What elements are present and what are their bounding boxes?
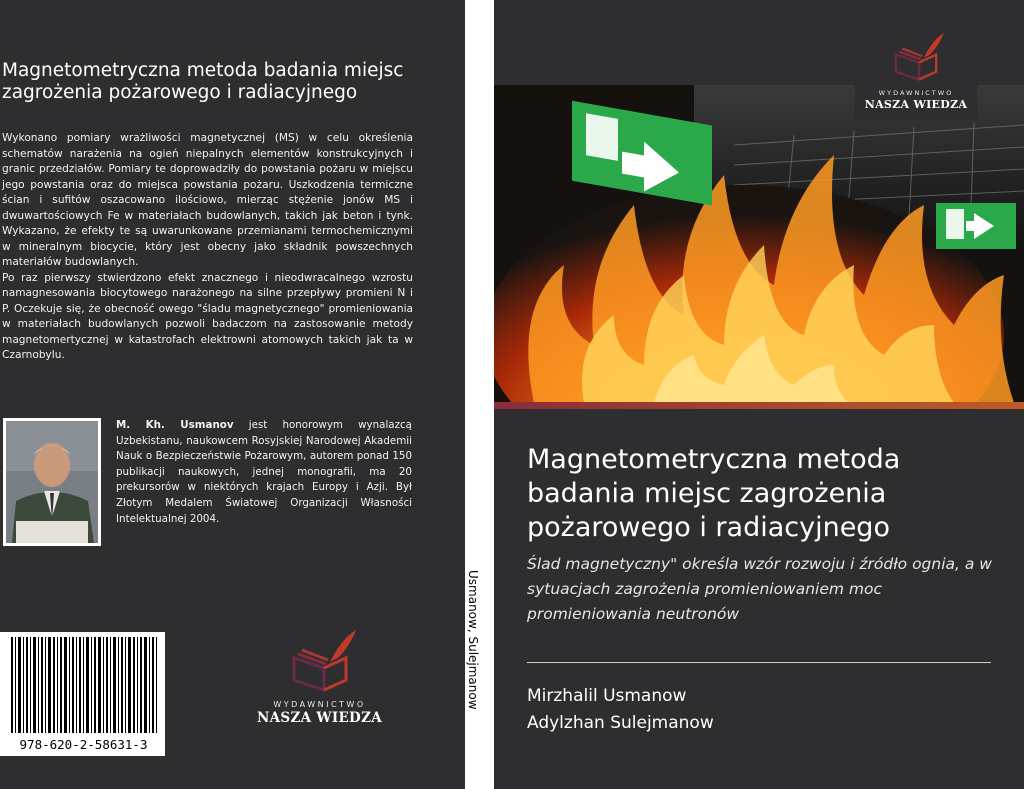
description-paragraph-1: Wykonano pomiary wrażliwości magnetycznej (MS) w celu określenia schematów narażenia na ogień niepalnych elementów konstrukcyjnych i granic przedziałów. Pomiary te doprowadziły do powstania pożaru w miejscu jego powstania oraz do miejsca powstania pożaru. Uszkodzenia termiczne ścian i sufitów oszacowano ilościowo, mierząc stężenie jonów MS i dwuwartościowych Fe w materiałach budowlanych, takich jak beton i tynk. Wykazano, że efekty te są uwarunkowane przemianami termochemicznymi w mineralnym biocycie, który jest obecny jako składnik powszechnych materiałów budowlanych.: [2, 132, 413, 268]
author-photo: [3, 418, 101, 546]
author-portrait-image: [6, 421, 98, 543]
publisher-name: NASZA WIEDZA: [864, 98, 968, 111]
front-title: Magnetometryczna metoda badania miejsc zagrożenia pożarowego i radiacyjnego: [527, 444, 901, 543]
fire-exit-sign-image: [494, 85, 1024, 403]
author-bio-text: jest honorowym wynalazcą Uzbekistanu, naukowcem Rosyjskiej Narodowej Akademii Nauk o Bezpieczeństwie Pożarowym, autorem ponad 150 publikacji naukowych, jednej monografii, ma 20 prekursorów w niektórych krajach Europy i Azji. Był Złotym Medalem Światowej Organizacji Własności Intelektualnej 2004.: [116, 419, 412, 525]
publisher-name: NASZA WIEDZA: [257, 710, 382, 726]
author-1: Mirzhalil Usmanow: [527, 686, 687, 706]
spine-authors: Usmanow, Sulejmanow: [466, 570, 480, 710]
isbn-number: 978-620-2-58631-3: [19, 737, 148, 752]
publisher-logo-back: [247, 628, 392, 738]
cover-fire-illustration: [494, 85, 1024, 403]
cover-color-band: [494, 402, 1024, 409]
back-description: [2, 131, 413, 364]
author-bio: [116, 418, 412, 527]
front-subtitle: Ślad magnetyczny" określa wzór rozwoju i źródło ognia, a w sytuacjach zagrożenia promieniowaniem moc promieniowania neutronów: [527, 555, 992, 623]
back-cover: [0, 0, 465, 789]
publisher-small-label: WYDAWNICTWO: [878, 89, 954, 97]
front-cover: [494, 0, 1024, 789]
author-name: M. Kh. Usmanov: [116, 419, 234, 431]
divider: [527, 662, 991, 663]
publisher-logo-front: [855, 29, 977, 120]
description-paragraph-2: Po raz pierwszy stwierdzono efekt znacznego i nieodwracalnego wzrostu namagnesowania biocytowego narażonego na silne przepływy promieni N i P. Oczekuje się, że obecność owego "śladu magnetycznego" promieniowania w materiałach budowlanych pozwoli badaczom na zastosowanie metody magnetomertycznej w katastrofach elektrowni atomowych takich jak ta w Czarnobylu.: [2, 271, 413, 361]
publisher-book-quill-icon: [280, 628, 360, 694]
barcode-bars: [9, 637, 159, 733]
author-2: Adylzhan Sulejmanow: [527, 713, 714, 733]
publisher-book-quill-icon: [885, 31, 947, 83]
barcode: [0, 632, 165, 756]
back-title: Magnetometryczna metoda badania miejsc zagrożenia pożarowego i radiacyjnego: [2, 60, 404, 103]
exit-sign-right: [936, 203, 1016, 249]
publisher-small-label: WYDAWNICTWO: [273, 700, 366, 709]
front-authors: [527, 683, 987, 737]
